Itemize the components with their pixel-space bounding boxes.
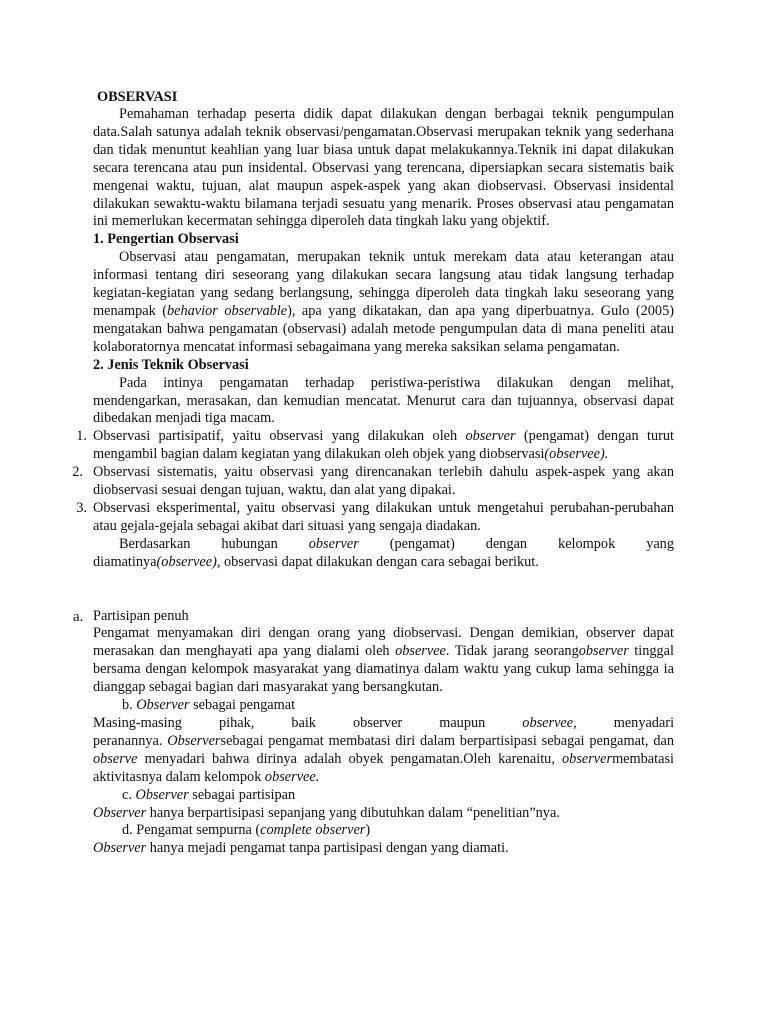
document-body bbox=[72, 88, 675, 858]
relation-paragraph-line2: diamatinya(observee), observasi dapat dilakukan dengan cara sebagai berikut. bbox=[93, 553, 539, 570]
subsection-b-paragraph: peranannya. Observersebagai pengamat membatasi diri dalam berpartisipasi sebagai pengamat, dan observe menyadari bahwa dirinya adalah obyek pengamatan.Oleh karenaitu, observermembatasi aktivitasnya dalam kelompok observee. bbox=[93, 732, 674, 785]
section-heading-pengertian: 1. Pengertian Observasi bbox=[93, 231, 239, 248]
section-heading-jenis: 2. Jenis Teknik Observasi bbox=[93, 356, 249, 373]
subsection-d-heading: d. Pengamat sempurna (complete observer) bbox=[122, 822, 371, 839]
subsection-b-heading: b. Observer sebagai pengamat bbox=[122, 697, 296, 714]
list-marker: 3. bbox=[76, 499, 87, 516]
subsection-b-line1: Masing-masing pihak, baik observer maupun observee, menyadari bbox=[93, 715, 675, 731]
list-marker: 1. bbox=[76, 428, 87, 445]
subsection-d-paragraph: Observer hanya mejadi pengamat tanpa partisipasi dengan yang diamati. bbox=[93, 840, 509, 857]
subsection-c-paragraph: Observer hanya berpartisipasi sepanjang yang dibutuhkan dalam “penelitian”nya. bbox=[93, 804, 560, 821]
subsection-a-heading: a. Partisipan penuh bbox=[73, 607, 189, 625]
list-item: 3. Observasi eksperimental, yaitu observasi yang dilakukan untuk mengetahui perubahan-perubahan atau gejala-gejala sebagai akibat dari situasi yang sengaja diadakan. bbox=[93, 500, 674, 536]
subsection-c-heading: c. Observer sebagai partisipan bbox=[122, 786, 296, 803]
jenis-paragraph: Pada intinya pengamatan terhadap peristiwa-peristiwa dilakukan dengan melihat, mendengarkan, merasakan, dan kemudian mencatat. Menurut cara dan tujuannya, observasi dapat dibedakan menjadi tiga macam. bbox=[93, 374, 674, 427]
relation-paragraph-line1: Berdasarkan hubungan observer (pengamat) dengan kelompok yang bbox=[119, 535, 674, 552]
observation-types-list bbox=[72, 428, 675, 535]
subsection-a-paragraph: Pengamat menyamakan diri dengan orang yang diobservasi. Dengan demikian, observer dapat merasakan dan menghayati apa yang dialami oleh observee. Tidak jarang seorangobserver tinggal bersama dengan kelompok masyarakat yang diamatinya dalam waktu yang cukup lama sehingga ia dianggap sebagai bagian dari masyarakat yang bersangkutan. bbox=[93, 625, 674, 696]
document-title: OBSERVASI bbox=[97, 89, 178, 105]
list-item: 2. Observasi sistematis, yaitu observasi yang direncanakan terlebih dahulu aspek-aspek yang akan diobservasi sesuai dengan tujuan, waktu, dan alat yang dipakai. bbox=[93, 464, 674, 500]
intro-paragraph: Pemahaman terhadap peserta didik dapat dilakukan dengan berbagai teknik pengumpulan data.Salah satunya adalah teknik observasi/pengamatan.Observasi merupakan teknik yang sederhana dan tidak menuntut keahlian yang luar biasa untuk dapat melakukannya.Teknik ini dapat dilakukan secara terencana atau pun insidental. Observasi yang terencana, dipersiapkan secara sistematis baik mengenai waktu, tujuan, alat maupun aspek-aspek yang akan diobservasi. Observasi insidental dilakukan sewaktu-waktu bilamana terjadi sesuatu yang menarik. Proses observasi atau pengamatan ini memerlukan kecermatan sehingga diperoleh data tingkah laku yang objektif. bbox=[93, 106, 674, 230]
list-marker: 2. bbox=[72, 464, 83, 481]
spacer bbox=[93, 572, 674, 608]
list-item: 1. Observasi partisipatif, yaitu observasi yang dilakukan oleh observer (pengamat) dengan turut mengambil bagian dalam kegiatan yang dilakukan oleh objek yang diobservasi(observee). bbox=[93, 428, 674, 464]
subsection-marker: a. bbox=[73, 608, 84, 625]
pengertian-paragraph: Observasi atau pengamatan, merupakan teknik untuk merekam data atau keterangan atau informasi tentang diri seseorang yang dilakukan secara langsung atau tidak langsung terhadap kegiatan-kegiatan yang sedang berlangsung, sehingga diperoleh data tingkah laku seseorang yang menampak (behavior observable), apa yang dikatakan, dan apa yang diperbuatnya. Gulo (2005) mengatakan bahwa pengamatan (observasi) adalah metode pengumpulan data di mana peneliti atau kolaboratornya mencatat informasi sebagaimana yang mereka saksikan selama pengamatan. bbox=[93, 249, 674, 355]
